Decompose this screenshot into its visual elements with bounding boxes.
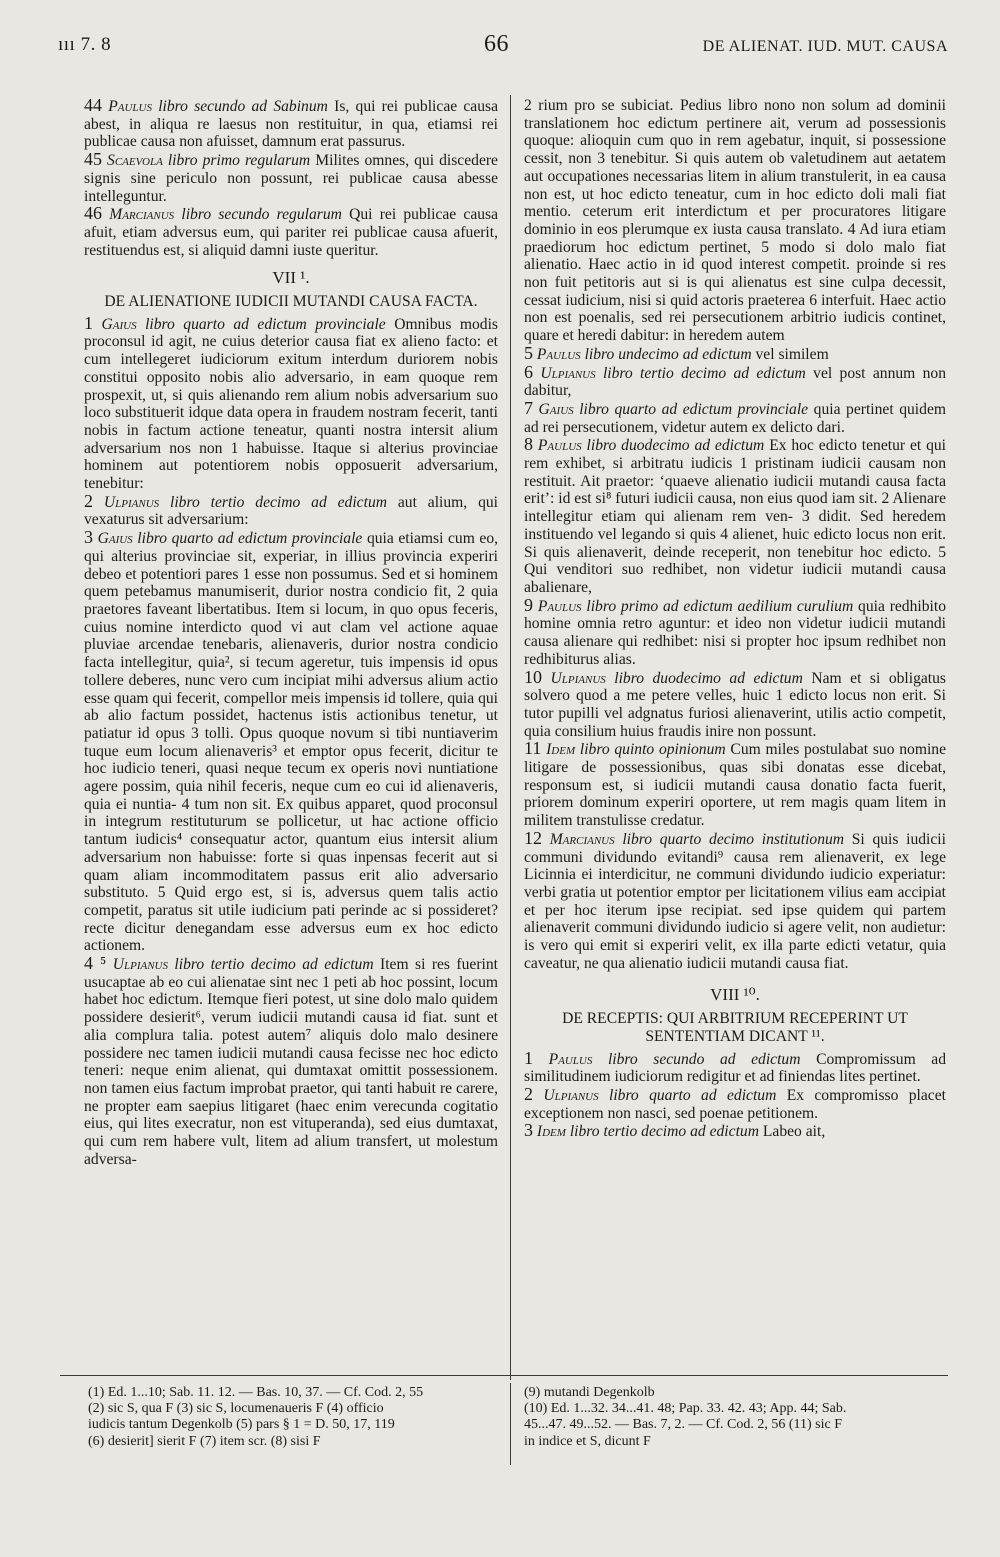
jurist-name: Paulus <box>537 597 582 615</box>
header-signature-mark: ııı 7. 8 <box>58 34 112 55</box>
source-citation: libro quarto ad edictum provinciale <box>137 530 363 548</box>
fragment-6 <box>524 361 947 400</box>
fragment-number: 46 <box>84 203 102 224</box>
jurist-name: Paulus <box>108 98 152 115</box>
fragment-7 <box>524 397 946 436</box>
jurist-name: Paulus <box>548 1050 593 1068</box>
footnote-line: (6) desierit] sierit F (7) item scr. (8) sisi F <box>88 1433 321 1449</box>
fragment-number: 2 <box>84 490 93 511</box>
fragment-45 <box>84 151 498 205</box>
jurist-name: Gaius <box>101 315 137 333</box>
footnote-column-divider <box>510 1383 511 1465</box>
fragment-number: 9 <box>524 594 533 615</box>
source-citation: libro tertio decimo ad edictum <box>174 956 374 974</box>
fragment-number: 8 <box>524 434 533 455</box>
title-heading: DE RECEPTIS: QUI ARBITRIUM RECEPERINT UT SENTENTIAM DICANT ¹¹. <box>562 1010 908 1045</box>
fragment-number: 45 <box>84 149 102 170</box>
source-citation: libro quarto decimo institutionum <box>622 830 845 848</box>
footnotes-right <box>524 1385 946 1450</box>
fragment-text: Ex compromisso placet exceptionem non nasci, sed poenae petitionem. <box>524 1086 946 1122</box>
fragment-5 <box>524 342 946 364</box>
footnote-line: (2) sic S, qua F (3) sic S, locumenaueris F (4) officio <box>88 1401 384 1417</box>
right-column <box>524 97 946 1141</box>
source-citation: libro secundo regularum <box>181 206 342 224</box>
source-citation: libro tertio decimo ad edictum <box>569 1123 759 1141</box>
fragment-number: 1 <box>84 312 93 333</box>
source-citation: libro secundo ad Sabinum <box>158 98 328 115</box>
jurist-name: Ulpianus <box>543 1086 599 1104</box>
source-citation: libro duodecimo ad edictum <box>614 669 803 687</box>
column-divider <box>510 95 511 1380</box>
receptis-fragment-1 <box>524 1047 947 1086</box>
source-citation: libro quarto ad edictum <box>608 1086 777 1104</box>
fragment-text: Compromissum ad similitudinem iudiciorum redigitur et ad finiendas lites pertinet. <box>524 1050 947 1086</box>
fragment-text: Milites omnes, qui discedere signis sine periculo non possunt, rei publicae causa abesse intelleguntur. <box>84 152 498 205</box>
running-title: DE ALIENAT. IUD. MUT. CAUSA <box>702 38 948 55</box>
jurist-name: Ulpianus <box>112 956 168 974</box>
fragment-text: Nam et si obligatus solvero quod a me petere velles, huic 1 edicto locus non erit. Si tutor pupilli vel adgnatus furiosi alienaverint, utilis actio competit, quia consilium huius fraudis inire non possunt. <box>524 669 946 740</box>
footnote-line: (1) Ed. 1...10; Sab. 11. 12. — Bas. 10, 37. — Cf. Cod. 2, 55 <box>88 1385 424 1400</box>
source-citation: libro tertio decimo ad edictum <box>170 493 387 511</box>
footnotes-left <box>88 1385 500 1450</box>
jurist-name: Gaius <box>97 530 133 548</box>
footnote-line: in indice et S, dicunt F <box>524 1433 651 1449</box>
source-citation: libro quinto opinionum <box>579 741 726 759</box>
jurist-name: Ulpianus <box>550 669 606 687</box>
footnote-line: iudicis tantum Degenkolb (5) pars § 1 = D. 50, 17, 119 <box>88 1417 395 1433</box>
left-column <box>84 97 498 1168</box>
fragment-text: Si quis iudicii communi dividundo evitandi⁹ causa rem alienaverit, ex lege Licinnia ei interdicitur, ne communi dividundo iudicio experiatur: verbi gratia ut potentior emptor per licitationem vilius eam accipiat et per hoc iterum ipse recipiat. sed ipse quidem qui partem alienaverit communi dividundo iudicio si agere velit, non audietur: is vero qui emit si experiri velit, ex illa parte edicti vetatur, quia caveatur, ne qua alienatio iudicii mutandi causa fiat. <box>524 830 946 972</box>
jurist-name: Gaius <box>538 400 574 418</box>
fragment-number: 7 <box>524 397 533 418</box>
fragment-number: 3 <box>524 1120 533 1141</box>
fragment-text: quia etiamsi cum eo, qui alterius provinciae sit, experiar, in illius provincia experiri debeo et potentiori pares 1 esse non possumus. Sed et si hominem quem petebamus manumiserit, durior nostra condicio fit, 2 quia praetores faveant libertatibus. Item si locum, in quo opus feceris, cuius nomine interdicto quod vi aut clam vel actione aquae pluviae arcendae tenebaris, alienaveris, durior nostra condicio facta intellegitur, quia², si tecum ageretur, tuis impensis id opus tollere deberes, nunc vero cum incipiat mihi adversus alium actio esse quam qui fecerit, compellor meis impensis id tollere, quia qui ab alio factum possidet, hactenus istis actionibus tenetur, ut patiatur id opus 3 tolli. Opus quoque novum si tibi nuntiaverim tuque eum locum alienaveris³ et emptor opus fecerit, dicitur te hoc iudicio teneri, quasi neque tecum ex operis novi nuntiatione agere possim, quia nihil feceris, neque cum eo cui id alienaveris, quia ei nuntia- 4 tum non sit. Ex quibus apparet, quod proconsul in integrum restituturum se pollicetur, ut hac actione officio tantum iudicis⁴ consequatur actor, quantum eius intersit alium adversarium non habuisse: forte si quas inpensas fecerit aut si quam aliam incommoditatem passus erit alio adversario substituto. 5 Quid ergo est, si is, adversus quem talis actio competit, paratus sit utile iudicium pati perinde ac si possideret? recte dicitur denegandam esse adversus eum ex hoc edicto actionem. <box>84 530 499 955</box>
jurist-name: Scaevola <box>107 152 163 170</box>
fragment-text: aut alium, qui vexaturus sit adversarium: <box>84 493 498 529</box>
source-citation: libro quarto ad edictum provinciale <box>145 315 386 333</box>
fragment-text: Qui rei publicae causa afuit, etiam adversus eum, qui pariter rei publicae causa afuerit, restituendus est, si aliquid damni iuste queritur. <box>84 206 499 259</box>
jurist-name: Idem <box>536 1123 566 1141</box>
fragment-text: Labeo ait, <box>762 1123 826 1141</box>
source-citation: libro secundo ad edictum <box>607 1050 801 1068</box>
fragment-number: 4 ⁵ <box>84 953 107 974</box>
fragment-10 <box>524 666 946 741</box>
fragment-text: quia redhibito homine omnia retro aguntur: et ideo non videtur iudicii mutandi causa alienare qui redhibet: nisi si propter hoc ipsum redhibet non redhibiturus alias. <box>524 597 946 668</box>
fragment-number: 3 <box>84 527 93 548</box>
fragment-number: 12 <box>524 827 542 848</box>
fragment-4-continued: 2 rium pro se subiciat. Pedius libro nono non solum ad dominii translationem hoc edictum pertinere ait, verum ad possessionis quoque: alioquin cum quo in rem agebatur, inquit, si possessione cessit, non 3 tenebitur. Si quis autem ob valetudinem aut aetatem aut occupationes necessarias litem in alium transtulerit, in ea causa non est, ut hoc edicto teneatur, cum in hoc edicto doli mali fiat mentio. ceterum erit interdictum et per procuratores litigare dominio in eos plerumque ex iusta causa translato. 4 Ad iura etiam praediorum hoc edictum pertinet, 5 modo si dolo malo fiat alienatio. Haec actio in id quod interest competit. proinde si res non fuit petitoris aut si is qui alienatus est sine culpa decessit, cessat iudicium, nisi si quid actoris praeterea 6 interfuit. Haec actio non est poenalis, sed rei persecutionem arbitrio iudicis continet, quare et heredi dabitur: in heredem autem <box>524 97 946 345</box>
footnote-line: (9) mutandi Degenkolb <box>524 1385 655 1400</box>
fragment-3 <box>84 529 498 955</box>
title-number: VII ¹. <box>272 268 310 288</box>
fragment-number: 6 <box>524 361 533 382</box>
fragment-46 <box>84 205 498 259</box>
source-citation: libro primo ad edictum aedilium curulium <box>586 597 854 615</box>
jurist-name: Ulpianus <box>540 364 596 382</box>
fragment-text: Item si res fuerint usucaptae ab eo cui alienatae sint nec 1 peti ab hoc possint, locum habet hoc edictum. Itemque fieri potest, ut sine dolo malo quidem possidere desierit⁶, verum iudicii mutandi causa id fiat. sunt et alia complura talia. potest autem⁷ aliquis dolo malo desinere possidere nec tamen iudicii mutandi causa fecisse nec hoc edicto teneri: neque enim alienat, qui dumtaxat omittit possessionem. non tamen eius factum improbat praetor, qui tanti habuit re carere, ne propter eam saepius litigaret (haec enim verecunda cogitatio eius, qui lites execratur, non est vituperanda), sed eius dumtaxat, qui cum rem habere vult, litem ad alium transfert, ut molestum adversa- <box>84 956 498 1168</box>
footnote-line: (10) Ed. 1...32. 34...41. 48; Pap. 33. 42. 43; App. 44; Sab. <box>524 1401 847 1417</box>
source-citation: libro duodecimo ad edictum <box>586 437 765 455</box>
fragment-number: 11 <box>524 738 542 759</box>
fragment-text: Omnibus modis proconsul id agit, ne cuius deterior causa fiat ex alieno facto: et cum intellegeret iudiciorum exitum interdum duriorem nobis constitui opposito nobis alio adversario, in eam quoque rem prospexit, ut, si quis alienando rem alium nobis adversarium suo loco substituerit idque data opera in fraudem nostram fecerit, tanti nobis in factum actione teneatur, quanti nostra intersit alium adversarium nos non 1 habuisse. Itaque si alterius provinciae hominem aut potentiorem nobis opposuerit adversarium, tenebitur: <box>84 315 498 493</box>
jurist-name: Idem <box>546 741 576 759</box>
fragment-2 <box>84 490 498 529</box>
source-citation: libro tertio decimo ad edictum <box>602 364 806 382</box>
receptis-fragment-3 <box>524 1122 946 1141</box>
fragment-1 <box>84 312 498 493</box>
footnote-separator <box>60 1375 948 1376</box>
fragment-number: 5 <box>524 342 533 363</box>
fragment-text: Cum miles postulabat suo nomine litigare de possessionibus, quas sibi donatas esse dicebat, responsum est, si iudicii mutandi causa donatio facta fuerit, priorem dominum experiri oportere, ut rem magis quam litem in militem transtulisse credatur. <box>524 741 947 830</box>
jurist-name: Paulus <box>537 437 582 455</box>
jurist-name: Marcianus <box>549 830 615 848</box>
fragment-9 <box>524 594 946 669</box>
jurist-name: Paulus <box>536 345 581 363</box>
fragment-text: Ex hoc edicto tenetur et qui rem exhibet, si arbitratu iudicis 1 pristinam iudicii causam non restituit. Ait praetor: ‘quaeve alienatio iudicii mutandi causa facta erit’: id est si⁸ futuri iudicii causa, non eius quod iam sit. 2 Alienare intellegitur etiam qui alienam rem ven- 3 didit. Sed heredem instituendo vel legando si quis 4 alienet, huic edicto locus non erit. Si quis alienaverit, deinde receperit, non tenebitur hoc edicto. 5 Qui venditori suo redhibet, non videtur iudicii mutandi causa abalienare, <box>524 437 946 596</box>
fragment-11 <box>524 740 946 830</box>
fragment-text: vel post annum non dabitur, <box>524 364 947 400</box>
fragment-8 <box>524 436 946 596</box>
source-citation: libro quarto ad edictum provinciale <box>579 400 809 418</box>
receptis-fragment-2 <box>524 1083 946 1122</box>
footnote-line: 45...47. 49...52. — Bas. 7, 2. — Cf. Cod. 2, 56 (11) sic F <box>524 1417 842 1433</box>
fragment-4 <box>84 955 498 1168</box>
title-number: VIII ¹⁰. <box>710 985 760 1005</box>
fragment-12 <box>524 827 946 973</box>
jurist-name: Ulpianus <box>103 493 160 511</box>
fragment-number: 1 <box>524 1047 533 1068</box>
source-citation: libro undecimo ad edictum <box>584 345 752 363</box>
title-heading: DE ALIENATIONE IUDICII MUTANDI CAUSA FACTA. <box>104 293 478 311</box>
fragment-number: 10 <box>524 666 542 687</box>
page-number: 66 <box>484 31 509 57</box>
fragment-text: quia pertinet quidem ad rei persecutionem, videtur autem ex delicto dari. <box>524 400 946 436</box>
fragment-number: 44 <box>84 95 102 115</box>
jurist-name: Marcianus <box>109 206 175 224</box>
fragment-44 <box>84 97 498 151</box>
source-citation: libro primo regularum <box>167 152 311 170</box>
fragment-text: Is, qui rei publicae causa abest, in aliqua re laesus non restituitur, in qua, etiamsi rei publicae causa non afuisset, damnum erat passurus. <box>84 98 499 151</box>
fragment-number: 2 <box>524 1083 533 1104</box>
fragment-text: vel similem <box>755 345 829 363</box>
